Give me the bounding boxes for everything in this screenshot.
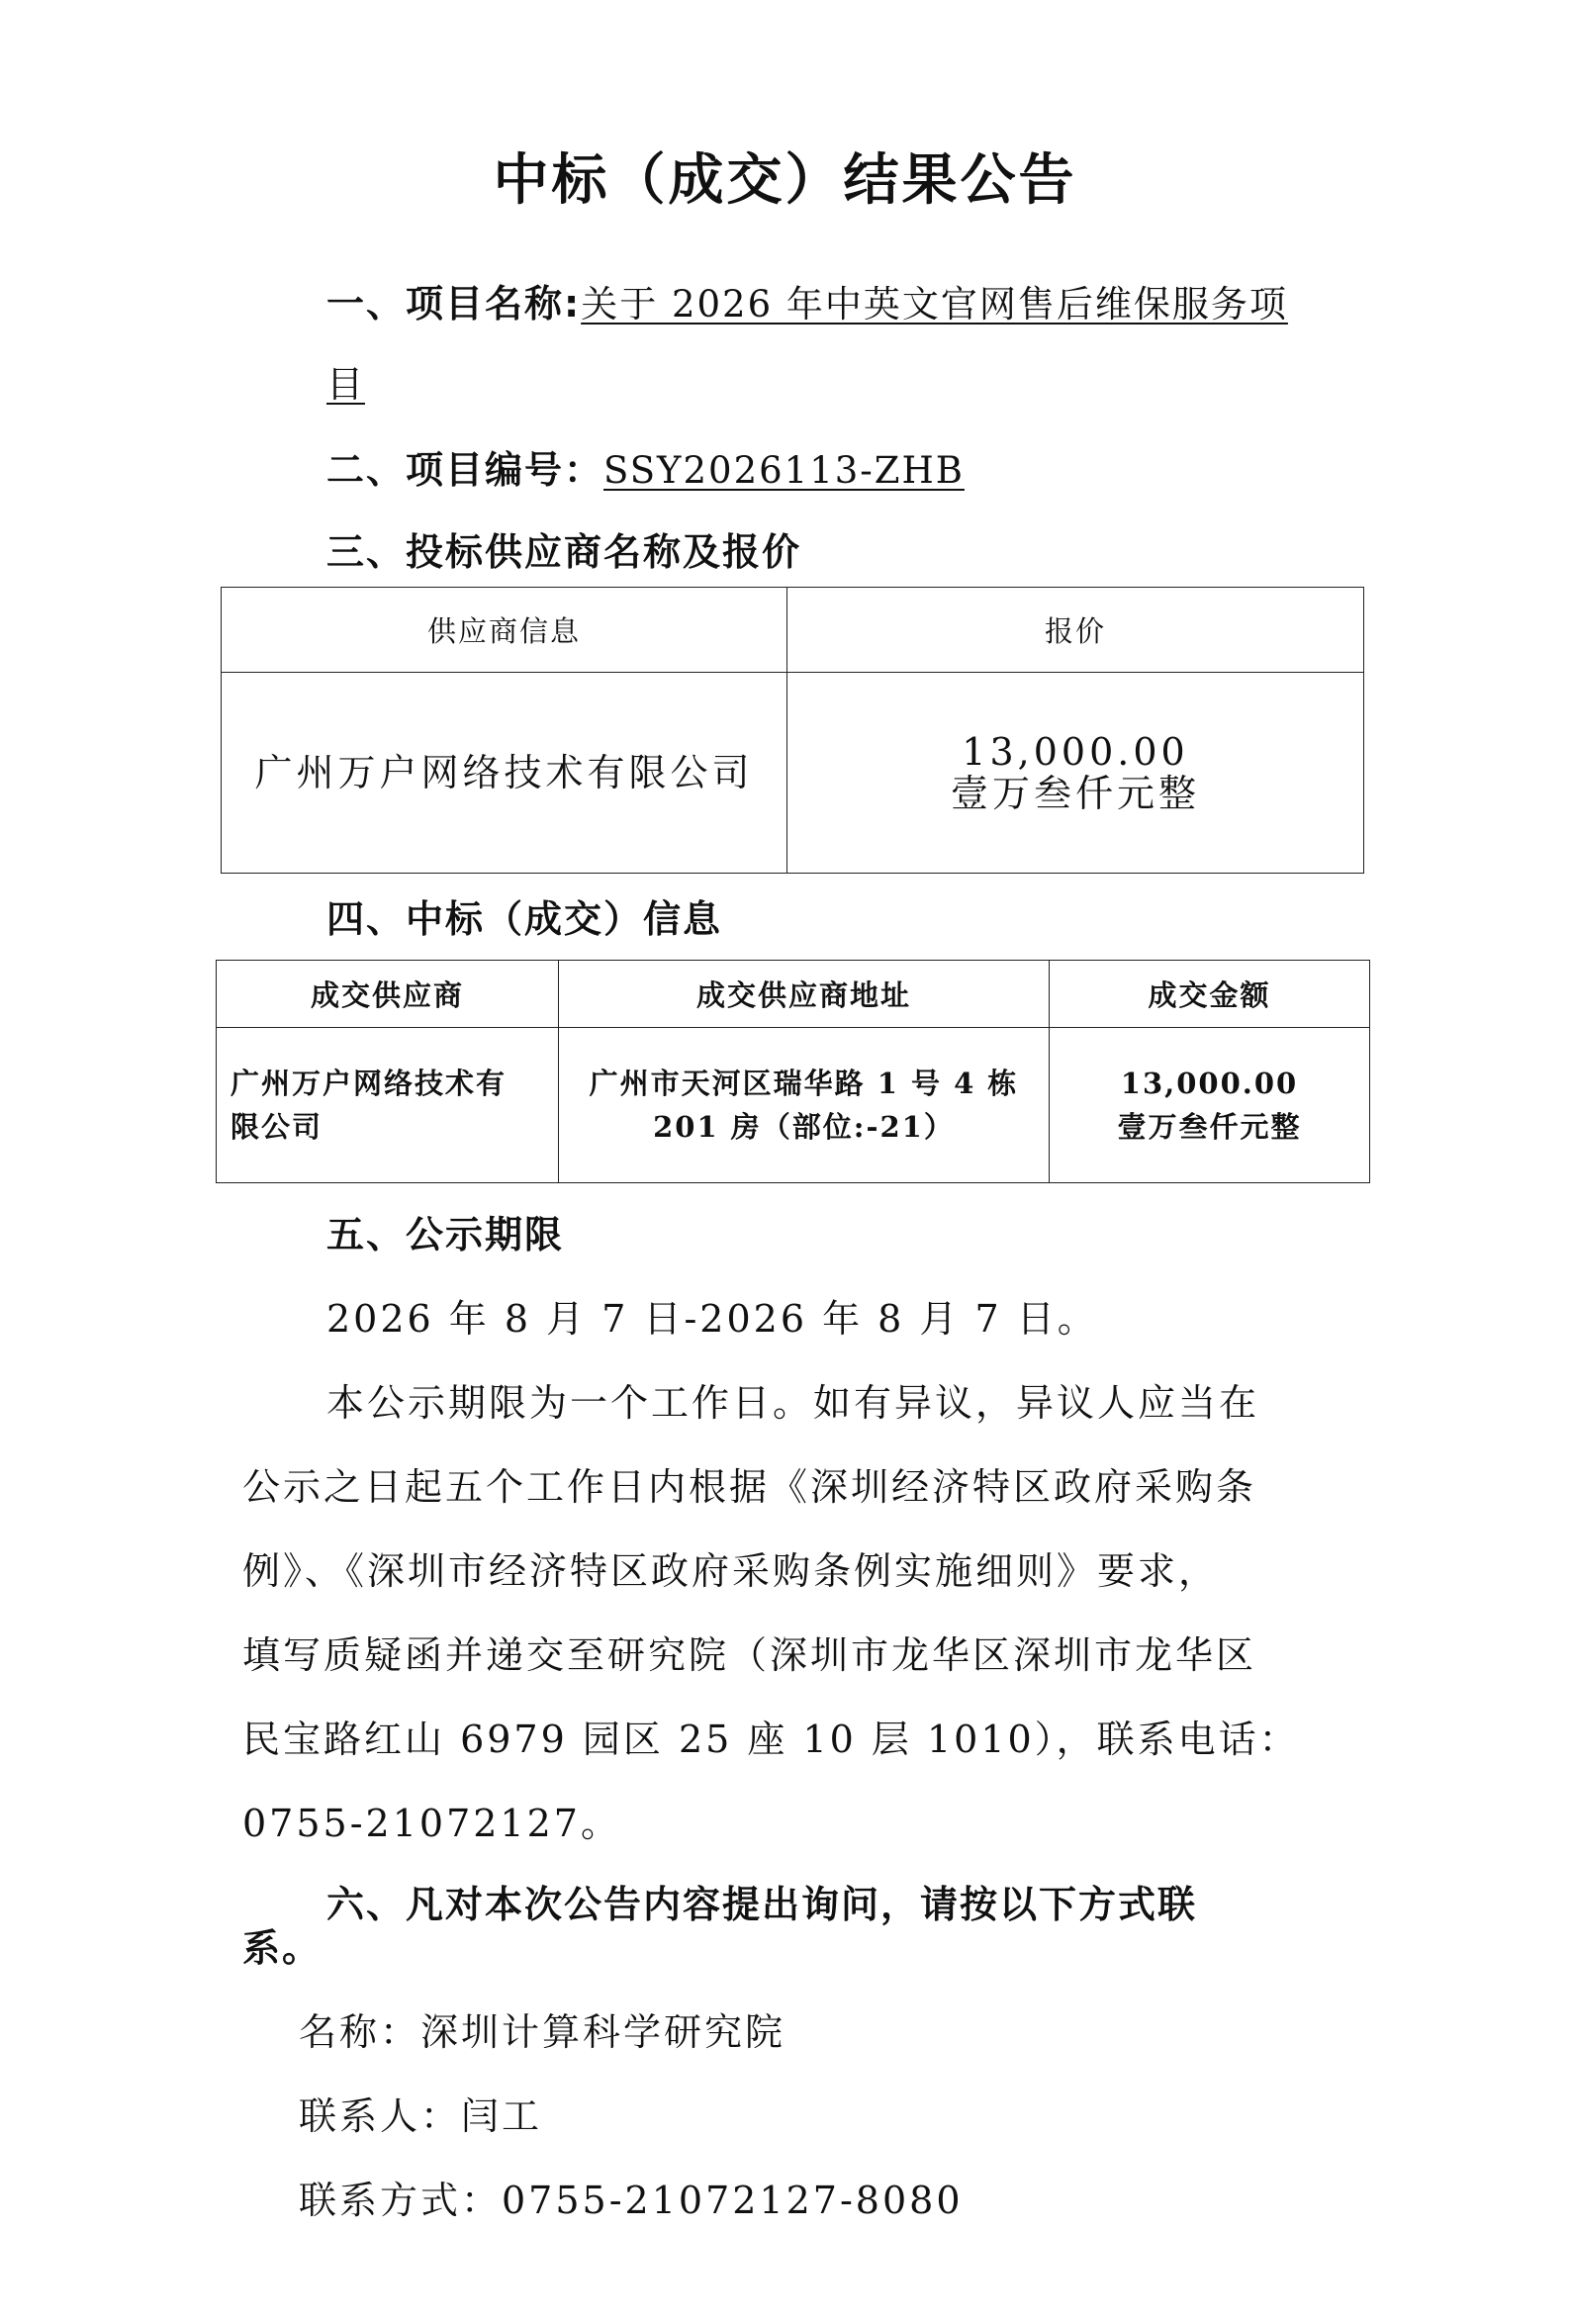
bidder-price-number: 13,000.00 (962, 730, 1189, 774)
project-name-value-line2: 目 (326, 363, 365, 406)
award-supplier-cell (217, 1028, 559, 1183)
bidder-price-cell (787, 673, 1364, 874)
inquiry-heading: 六、凡对本次公告内容提出询问，请按以下方式联 (326, 1883, 1198, 1926)
bidder-price-words: 壹万叁仟元整 (950, 772, 1200, 815)
bidders-header-price: 报价 (787, 588, 1364, 673)
bidders-heading: 三、投标供应商名称及报价 (326, 530, 802, 574)
contact-phone: 联系方式：0755-21072127-8080 (299, 2179, 964, 2222)
publicity-period-dates: 2026 年 8 月 7 日-2026 年 8 月 7 日。 (326, 1297, 1098, 1341)
bidder-supplier-cell: 广州万户网络技术有限公司 (222, 673, 787, 874)
project-name-label: 一、项目名称: (326, 282, 582, 325)
project-number-label: 二、项目编号： (326, 448, 604, 492)
project-number-heading (326, 439, 965, 494)
publicity-paragraph-line: 民宝路红山 6979 园区 25 座 10 层 1010），联系电话： (242, 1718, 1300, 1761)
award-amount-number: 13,000.00 (1120, 1067, 1299, 1100)
project-name-value: 关于 2026 年中英文官网售后维保服务项 (581, 283, 1288, 325)
award-info-heading: 四、中标（成交）信息 (326, 897, 723, 941)
bidders-table (221, 587, 1364, 874)
table-row (222, 673, 1364, 874)
publicity-period-heading: 五、公示期限 (326, 1213, 565, 1256)
publicity-paragraph-line: 公示之日起五个工作日内根据《深圳经济特区政府采购条 (242, 1465, 1257, 1509)
award-address-line1: 广州市天河区瑞华路 1 号 4 栋 (589, 1067, 1019, 1100)
award-table-header-row (217, 961, 1370, 1028)
award-table (216, 960, 1370, 1183)
bidders-table-header-row (222, 588, 1364, 673)
award-header-address: 成交供应商地址 (559, 961, 1050, 1028)
table-row (217, 1028, 1370, 1183)
project-number-value: SSY2026113-ZHB (603, 449, 965, 492)
page-title: 中标（成交）结果公告 (493, 148, 1077, 213)
award-supplier-line2: 限公司 (231, 1110, 323, 1144)
award-amount-cell (1050, 1028, 1370, 1183)
award-address-cell (559, 1028, 1050, 1183)
contact-org-name: 名称：深圳计算科学研究院 (299, 2010, 786, 2054)
publicity-paragraph-line: 例》、《深圳市经济特区政府采购条例实施细则》要求， (242, 1549, 1220, 1593)
bidders-header-supplier: 供应商信息 (222, 588, 787, 673)
publicity-paragraph-line: 0755-21072127。 (242, 1802, 621, 1845)
award-header-amount: 成交金额 (1050, 961, 1370, 1028)
publicity-paragraph-line: 填写质疑函并递交至研究院（深圳市龙华区深圳市龙华区 (242, 1633, 1257, 1677)
inquiry-heading-continued: 系。 (242, 1926, 323, 1970)
project-name-heading (326, 273, 1288, 327)
award-header-supplier: 成交供应商 (217, 961, 559, 1028)
award-supplier-line1: 广州万户网络技术有 (231, 1067, 508, 1100)
contact-person: 联系人：闫工 (299, 2094, 543, 2138)
publicity-paragraph-line: 本公示期限为一个工作日。如有异议，异议人应当在 (326, 1381, 1260, 1425)
project-name-continued (326, 354, 365, 408)
award-amount-words: 壹万叁仟元整 (1117, 1110, 1302, 1144)
award-address-line2: 201 房（部位:-21） (653, 1110, 955, 1144)
